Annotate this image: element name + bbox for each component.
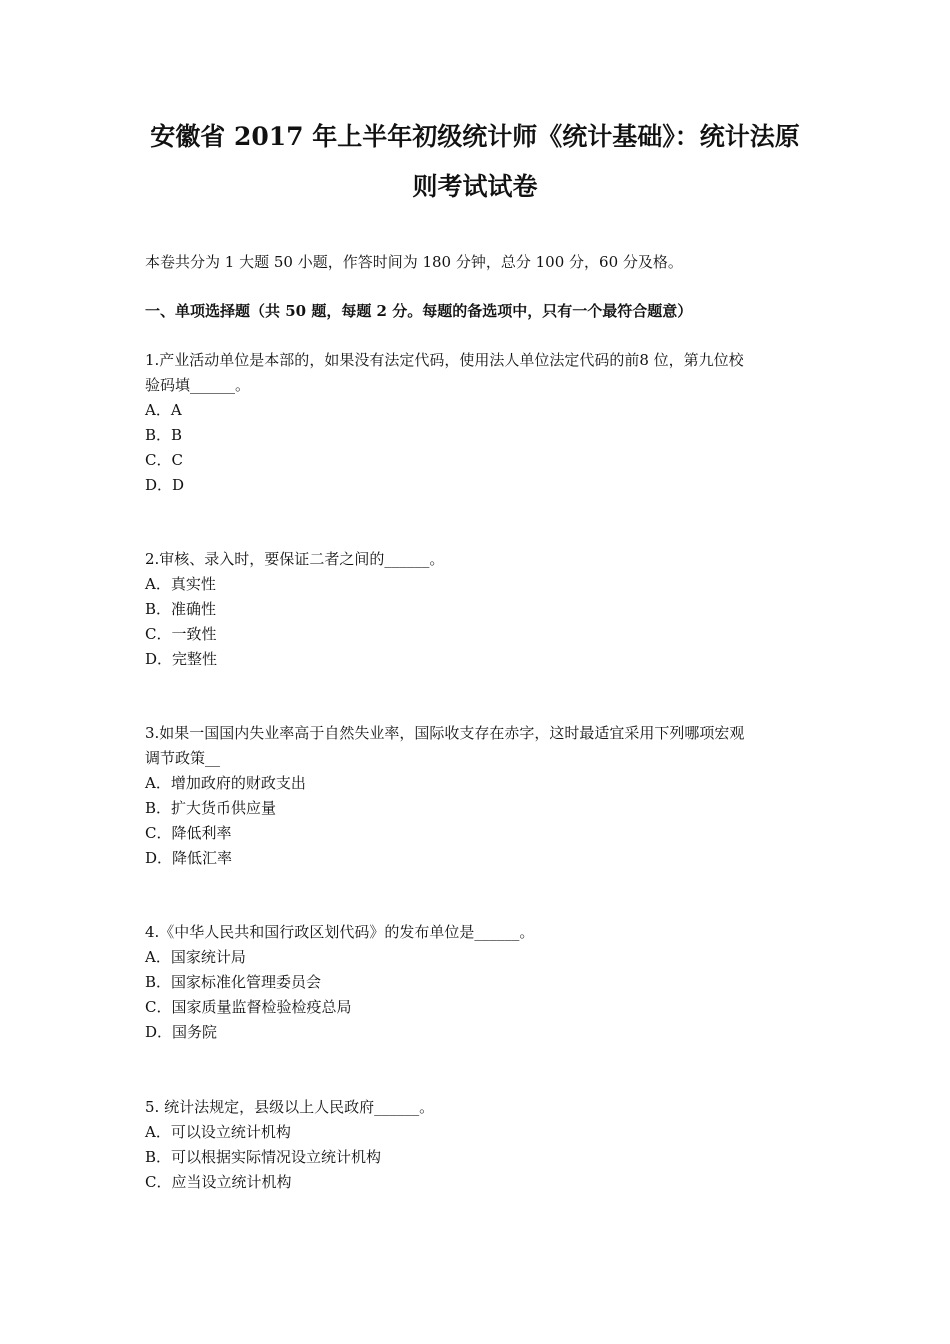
option-b: B．国家标准化管理委员会	[145, 973, 322, 991]
question-2	[145, 547, 825, 672]
question-4	[145, 920, 825, 1045]
document-title-line-1: 安徽省 2017 年上半年初级统计师《统计基础》：统计法原	[150, 122, 800, 151]
option-c: C．C	[145, 451, 183, 469]
question-stem-continued: 验码填______。	[145, 376, 251, 394]
question-3	[145, 721, 825, 871]
option-d: D．国务院	[145, 1023, 218, 1041]
question-stem: 3.如果一国国内失业率高于自然失业率，国际收支存在赤字，这时最适宜采用下列哪项宏观	[145, 724, 745, 742]
question-stem: 2.审核、录入时，要保证二者之间的______。	[145, 550, 445, 568]
option-c: C．国家质量监督检验检疫总局	[145, 998, 352, 1016]
option-a: A．国家统计局	[145, 948, 246, 966]
option-a: A．真实性	[145, 575, 216, 593]
option-b: B．扩大货币供应量	[145, 799, 277, 817]
question-5	[145, 1095, 825, 1195]
document-title-line-2: 则考试试卷	[412, 172, 538, 201]
option-d: D．降低汇率	[145, 849, 233, 867]
option-c: C．一致性	[145, 625, 217, 643]
option-a: A．可以设立统计机构	[145, 1123, 291, 1141]
question-stem: 5. 统计法规定，县级以上人民政府______。	[145, 1098, 435, 1116]
question-stem-continued: 调节政策__	[145, 749, 221, 767]
option-c: C．降低利率	[145, 824, 232, 842]
question-stem: 4.《中华人民共和国行政区划代码》的发布单位是______。	[145, 923, 535, 941]
option-b: B．B	[145, 426, 183, 444]
option-c: C．应当设立统计机构	[145, 1173, 292, 1191]
option-d: D．D	[145, 476, 185, 494]
section-heading: 一、单项选择题（共 50 题，每题 2 分。每题的备选项中，只有一个最符合题意）	[145, 302, 693, 320]
question-stem: 1.产业活动单位是本部的，如果没有法定代码，使用法人单位法定代码的前8 位，第九位校	[145, 351, 744, 369]
exam-intro-text: 本卷共分为 1 大题 50 小题，作答时间为 180 分钟，总分 100 分，60 分及格。	[145, 253, 683, 271]
option-a: A．A	[145, 401, 182, 419]
question-1	[145, 348, 825, 498]
option-b: B．准确性	[145, 600, 217, 618]
option-a: A．增加政府的财政支出	[145, 774, 306, 792]
option-d: D．完整性	[145, 650, 218, 668]
option-b: B．可以根据实际情况设立统计机构	[145, 1148, 382, 1166]
